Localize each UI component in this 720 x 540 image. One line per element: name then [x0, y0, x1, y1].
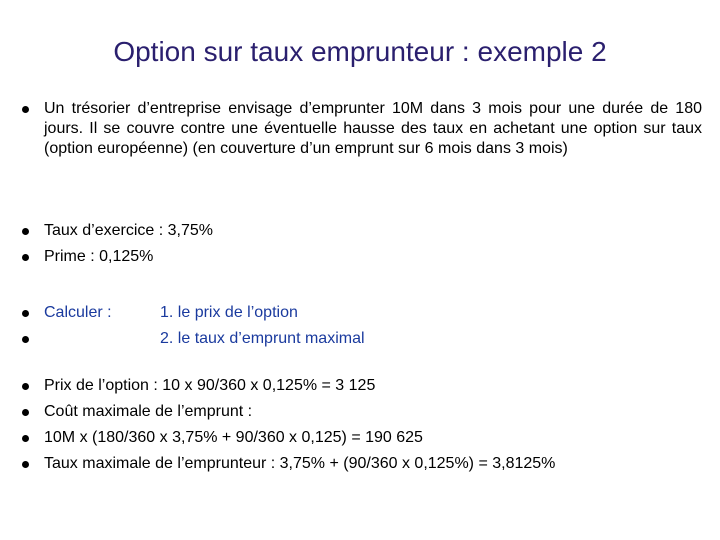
slide-title: Option sur taux emprunteur : exemple 2 [113, 36, 607, 67]
intro-bullet [22, 99, 702, 159]
result-max-rate: Taux maximale de l’emprunteur : 3,75% + (90/360 x 0,125%) = 3,8125% [44, 455, 556, 472]
list-item [22, 218, 702, 244]
calculate-block [22, 300, 702, 352]
result-max-cost-formula: 10M x (180/360 x 3,75% + 90/360 x 0,125) = 190 625 [44, 429, 423, 446]
list-item [22, 244, 702, 270]
bullet-dot [22, 254, 29, 261]
intro-text: Un trésorier d’entreprise envisage d’emprunter 10M dans 3 mois pour une durée de 180 jours. Il se couvre contre une éventuelle hausse des taux en achetant une option sur taux (option européenne) (en couverture d’un emprunt sur 6 mois dans 3 mois) [44, 100, 702, 157]
list-item [22, 451, 702, 477]
list-item [22, 425, 702, 451]
results-list [22, 373, 702, 477]
calculate-step-1: 1. le prix de l’option [160, 304, 298, 321]
bullet-dot [22, 409, 29, 416]
bullet-dot [22, 435, 29, 442]
calculate-step-2: 2. le taux d’emprunt maximal [160, 330, 365, 347]
list-item [22, 399, 702, 425]
list-item [22, 373, 702, 399]
bullet-dot [22, 336, 29, 343]
param-strike-rate: Taux d’exercice : 3,75% [44, 222, 213, 239]
bullet-dot [22, 106, 29, 113]
result-max-cost-label: Coût maximale de l’emprunt : [44, 403, 253, 420]
bullet-dot [22, 310, 29, 317]
calculate-label: Calculer : [44, 304, 112, 321]
params-list [22, 218, 702, 270]
result-option-price: Prix de l’option : 10 x 90/360 x 0,125% = 3 125 [44, 377, 376, 394]
bullet-dot [22, 461, 29, 468]
bullet-dot [22, 383, 29, 390]
bullet-dot [22, 228, 29, 235]
param-premium: Prime : 0,125% [44, 248, 154, 265]
